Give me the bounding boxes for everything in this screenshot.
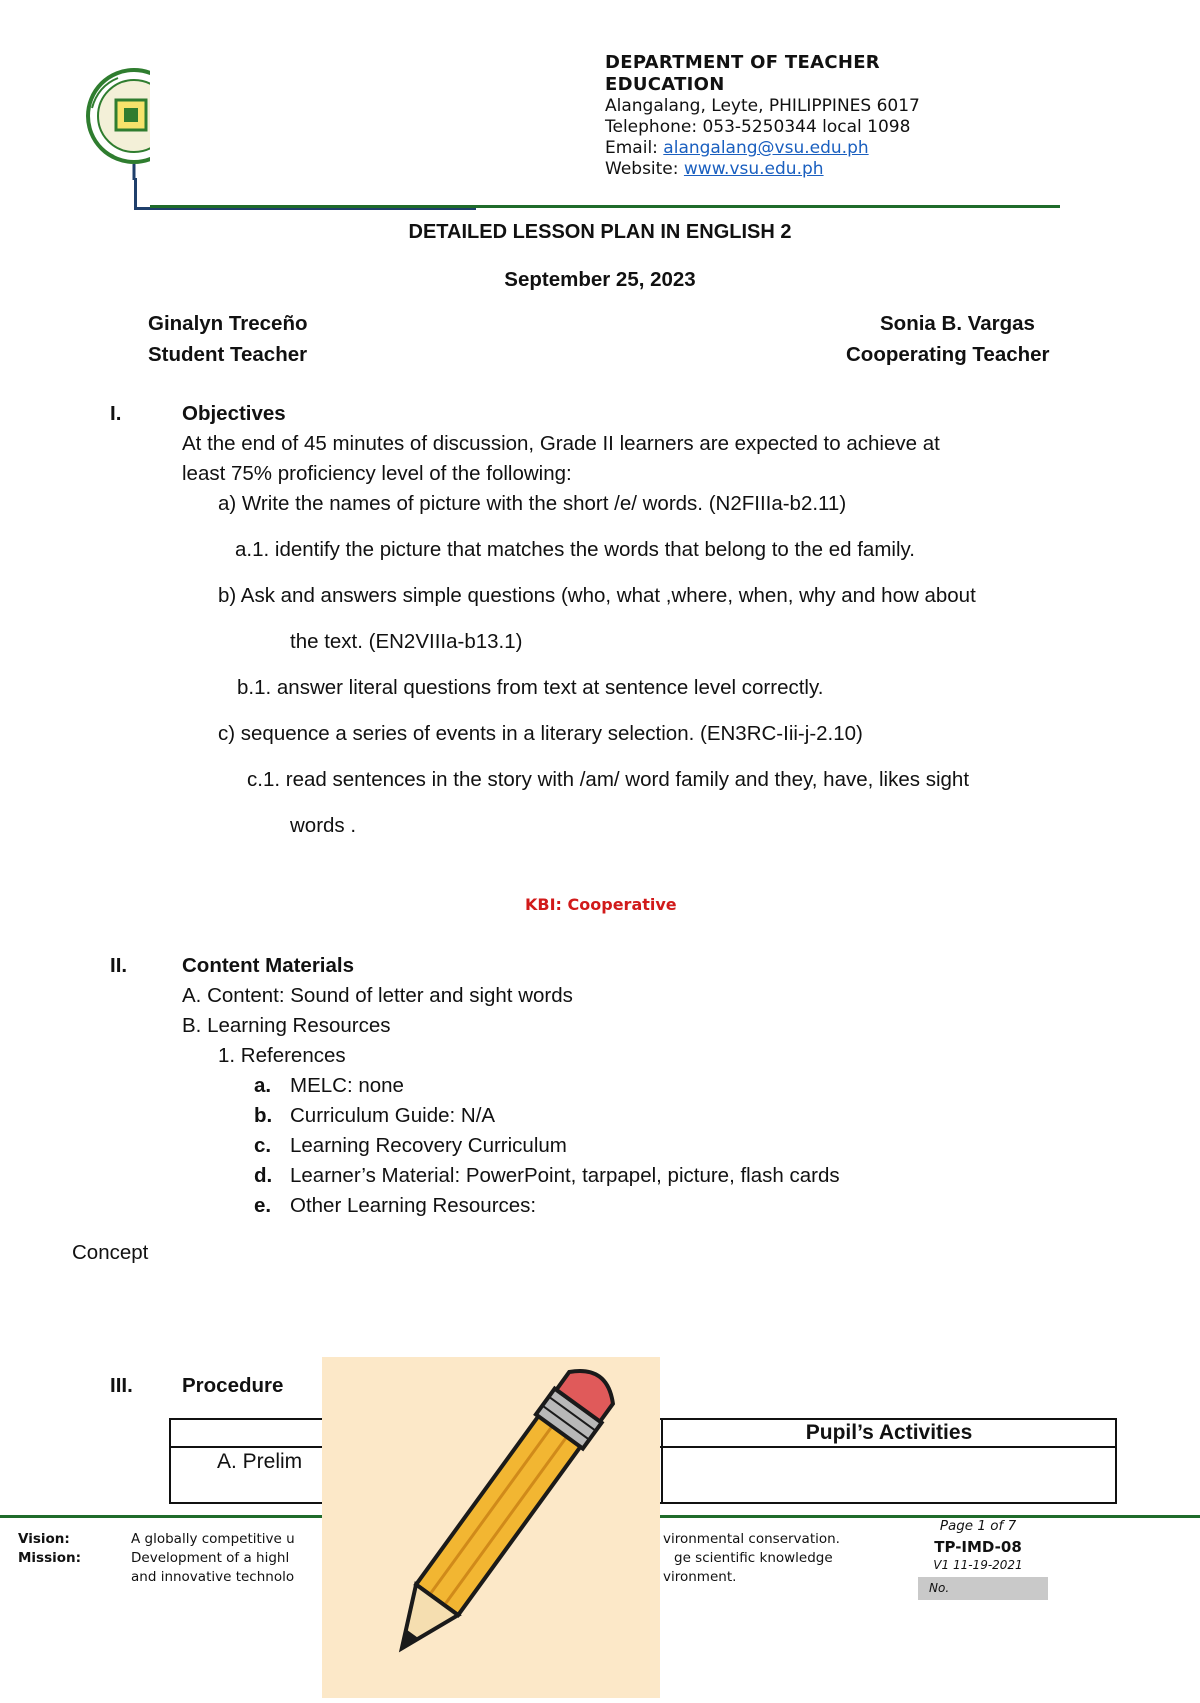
- header-green-rule: [150, 205, 1060, 208]
- table-cell: [662, 1447, 1116, 1503]
- pencil-icon: [322, 1357, 660, 1698]
- reference-letter: b.: [254, 1104, 273, 1127]
- reference-item: [254, 1071, 271, 1101]
- references-heading: 1. References: [218, 1044, 346, 1067]
- email-link[interactable]: alangalang@vsu.edu.ph: [663, 138, 869, 158]
- vision-text-end: vironmental conservation.: [663, 1531, 840, 1547]
- reference-text: Learner’s Material: PowerPoint, tarpapel, picture, flash cards: [290, 1164, 840, 1187]
- department-telephone: Telephone: 053-5250344 local 1098: [605, 117, 911, 137]
- mission-text-2-end: vironment.: [663, 1569, 737, 1585]
- section-heading-objectives: Objectives: [182, 402, 286, 425]
- reference-letter: d.: [254, 1164, 273, 1187]
- header-left-rule: [134, 178, 137, 210]
- reference-item: [254, 1131, 271, 1161]
- coop-teacher-name: Sonia B. Vargas: [880, 312, 1035, 335]
- mission-text-2: and innovative technolo: [131, 1569, 295, 1585]
- reference-text: Other Learning Resources:: [290, 1194, 537, 1217]
- number-box: [918, 1577, 1048, 1600]
- objective-b-cont: the text. (EN2VIIIa-b13.1): [290, 630, 523, 653]
- section-heading-content: Content Materials: [182, 954, 354, 977]
- reference-letter: c.: [254, 1134, 272, 1157]
- department-website: [605, 159, 920, 180]
- section-number-content: II.: [110, 954, 128, 977]
- table-cell: A. Prelim: [170, 1447, 662, 1503]
- reference-text: Curriculum Guide: N/A: [290, 1104, 496, 1127]
- section-number-procedure: III.: [110, 1374, 133, 1397]
- department-email: [605, 138, 920, 159]
- content-a: A. Content: Sound of letter and sight words: [182, 984, 573, 1007]
- mission-text-1-end: ge scientific knowledge: [674, 1550, 833, 1566]
- reference-letter: a.: [254, 1074, 272, 1097]
- pupil-activities-header: Pupil’s Activities: [662, 1419, 1116, 1447]
- reference-letter: e.: [254, 1194, 272, 1217]
- document-code: TP-IMD-08: [934, 1538, 1022, 1556]
- reference-text: Learning Recovery Curriculum: [290, 1134, 567, 1157]
- content-b: B. Learning Resources: [182, 1014, 391, 1037]
- reference-item: [254, 1101, 272, 1131]
- objective-b: b) Ask and answers simple questions (who, what ,where, when, why and how about: [218, 584, 976, 607]
- vision-label: Vision:: [18, 1531, 70, 1547]
- pencil-image-overlay: [322, 1357, 660, 1698]
- section-heading-procedure: Procedure: [182, 1374, 284, 1397]
- page-number: Page 1 of 7: [939, 1518, 1017, 1534]
- reference-item: [254, 1191, 271, 1221]
- department-name-line2: EDUCATION: [605, 74, 725, 95]
- objectives-intro-1: At the end of 45 minutes of discussion, Grade II learners are expected to achieve at: [182, 432, 940, 455]
- email-label: Email:: [605, 138, 664, 158]
- section-number-objectives: I.: [110, 402, 122, 425]
- mission-text-1: Development of a highl: [131, 1550, 290, 1566]
- objective-a1: a.1. identify the picture that matches the words that belong to the ed family.: [235, 538, 915, 561]
- objectives-intro-2: least 75% proficiency level of the following:: [182, 462, 572, 485]
- student-teacher-role: Student Teacher: [148, 343, 308, 366]
- vision-text: A globally competitive u: [131, 1531, 295, 1547]
- department-header: [605, 52, 920, 180]
- lesson-plan-title: DETAILED LESSON PLAN IN ENGLISH 2: [408, 221, 792, 243]
- website-link[interactable]: www.vsu.edu.ph: [683, 159, 824, 179]
- department-name: DEPARTMENT OF TEACHER: [605, 52, 880, 73]
- reference-item: [254, 1161, 272, 1191]
- document-version: V1 11-19-2021: [933, 1558, 1023, 1572]
- objective-c1: c.1. read sentences in the story with /am/ word family and they, have, likes sight: [247, 768, 970, 791]
- concept-label: Concept: [72, 1241, 149, 1264]
- reference-text: MELC: none: [290, 1074, 404, 1097]
- objective-c1-cont: words .: [290, 814, 357, 837]
- kbi-label: KBI: Cooperative: [525, 895, 677, 914]
- number-label: No.: [929, 1581, 950, 1595]
- lesson-date: September 25, 2023: [504, 268, 696, 291]
- objective-a: a) Write the names of picture with the short /e/ words. (N2FIIIa-b2.11): [218, 492, 847, 515]
- university-seal-logo: [78, 68, 150, 180]
- website-label: Website:: [605, 159, 684, 179]
- department-address: Alangalang, Leyte, PHILIPPINES 6017: [605, 96, 920, 116]
- student-teacher-name: Ginalyn Treceño: [148, 312, 308, 335]
- objective-c: c) sequence a series of events in a literary selection. (EN3RC-Iii-j-2.10): [218, 722, 863, 745]
- mission-label: Mission:: [18, 1550, 82, 1566]
- coop-teacher-role: Cooperating Teacher: [846, 343, 1050, 366]
- objective-b1: b.1. answer literal questions from text at sentence level correctly.: [237, 676, 824, 699]
